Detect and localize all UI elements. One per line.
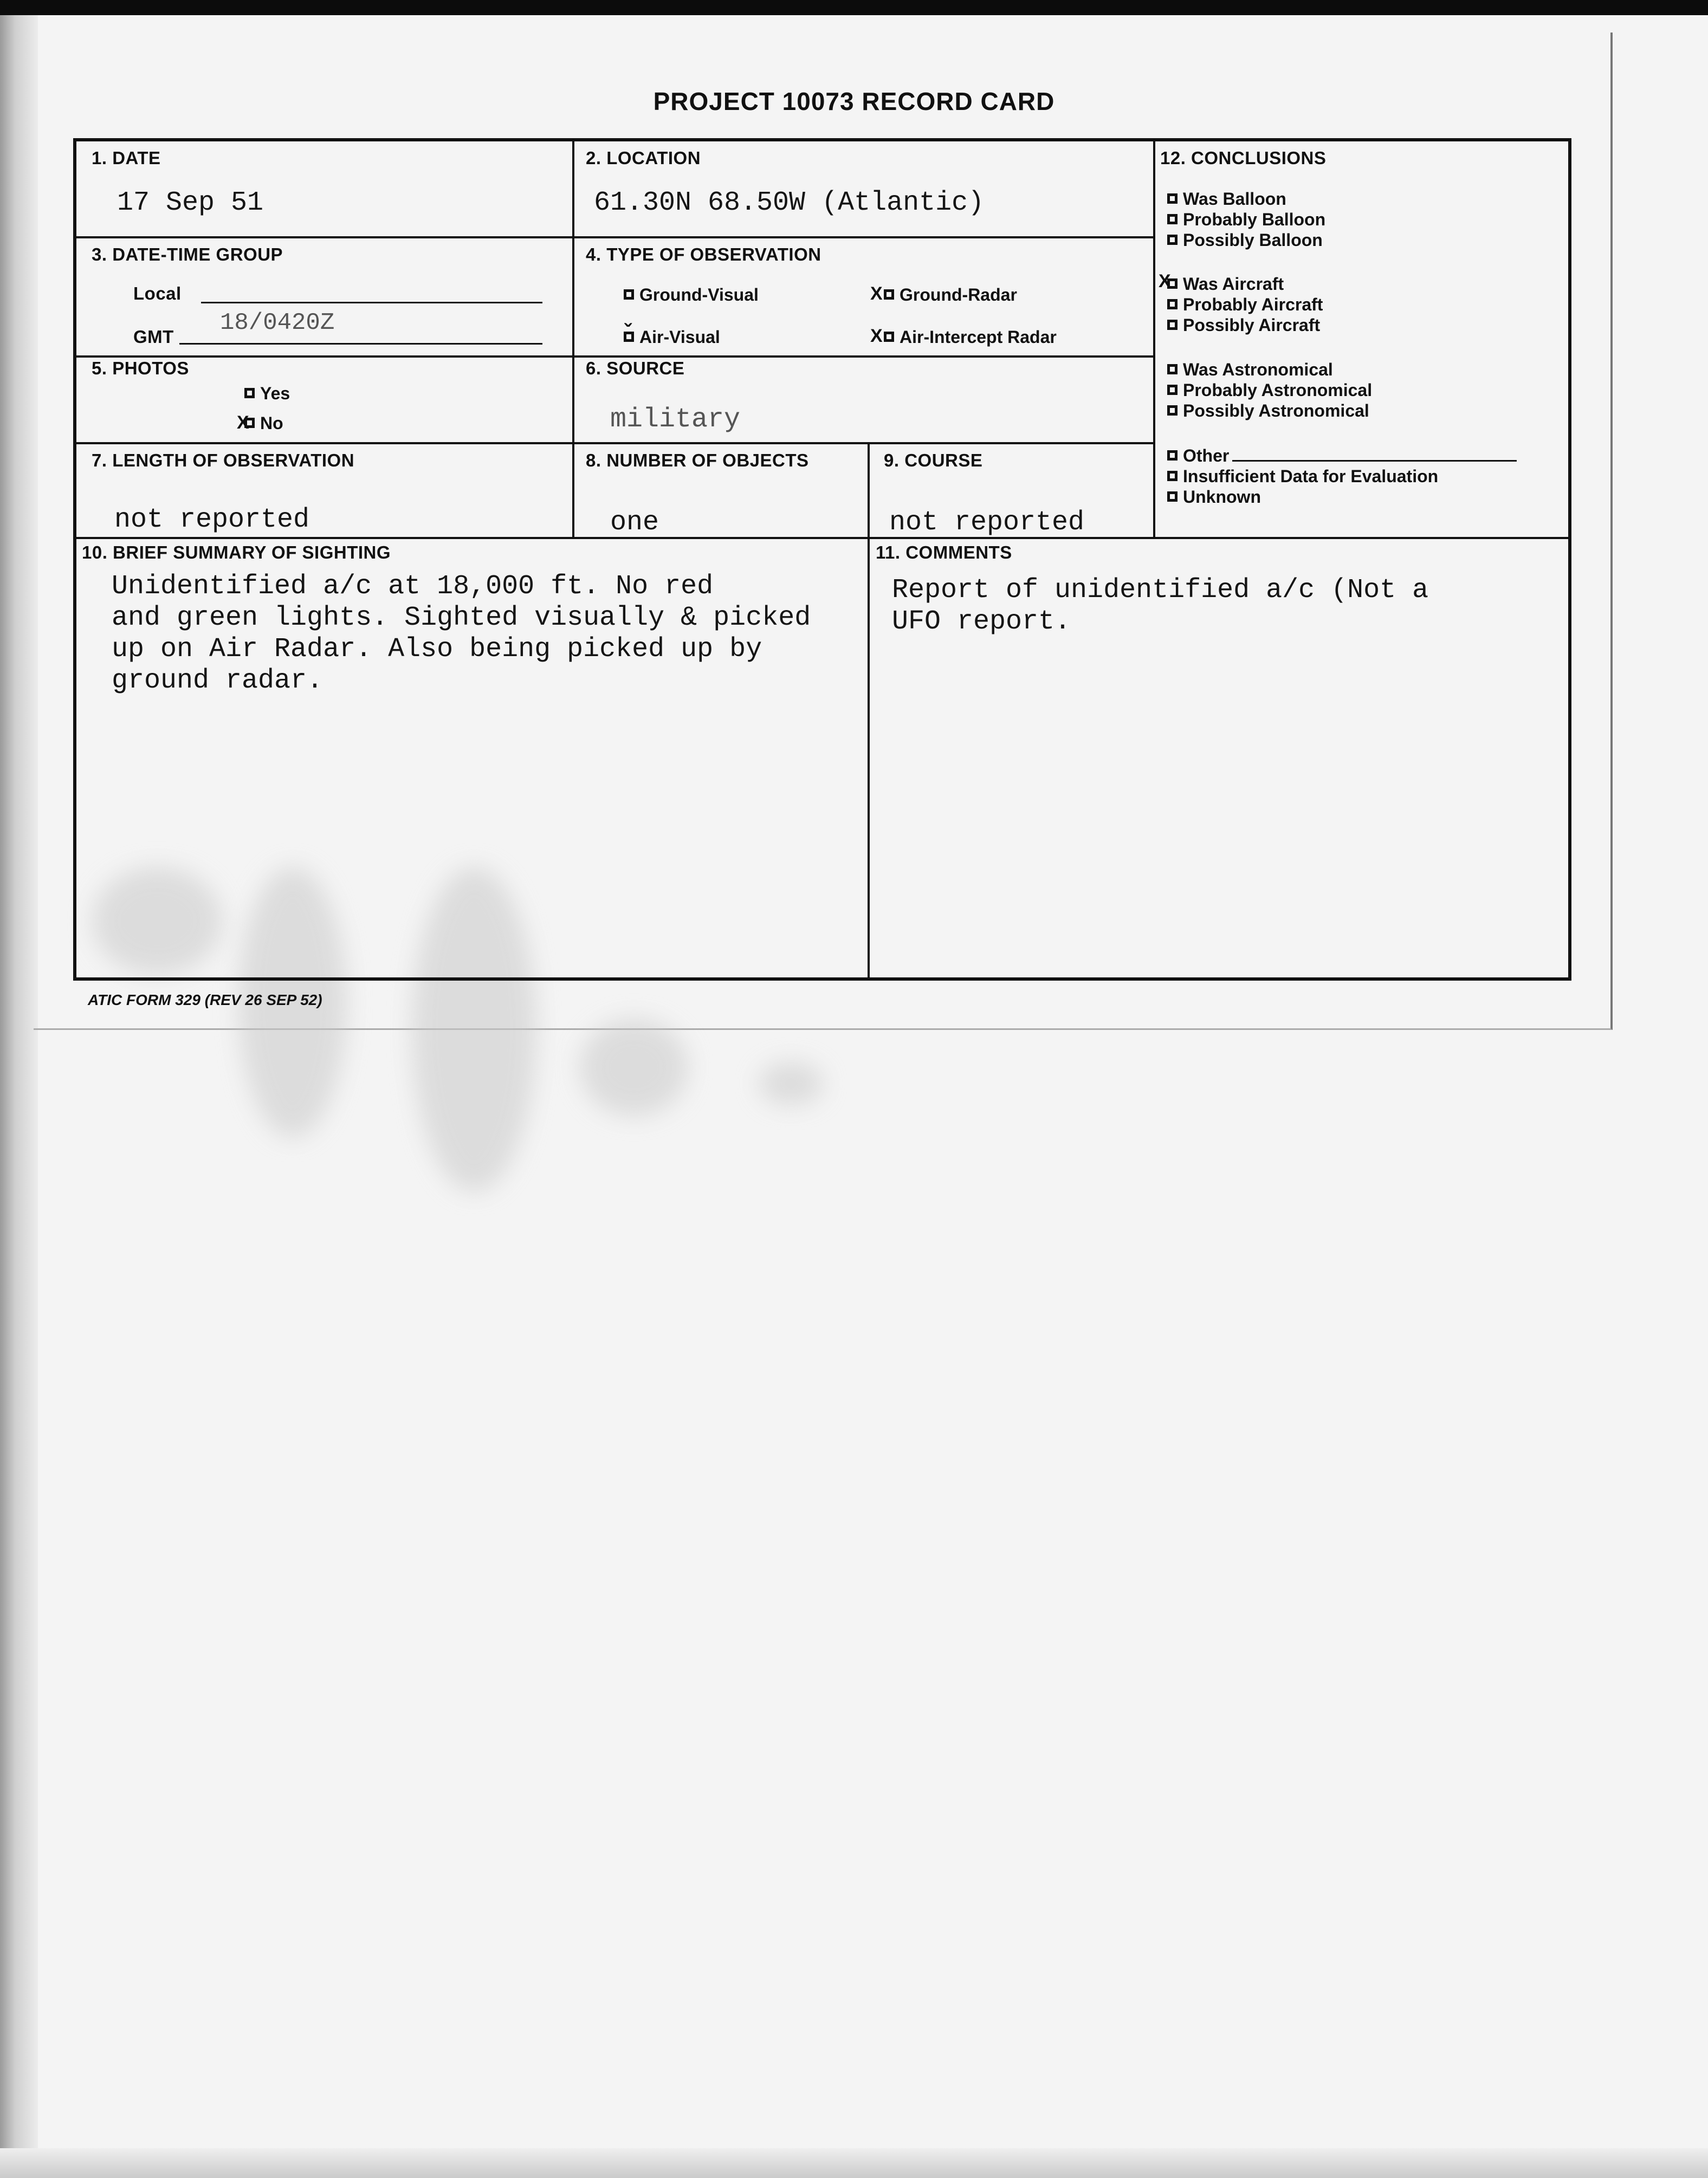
number-of-objects-label: 8. NUMBER OF OBJECTS xyxy=(586,450,809,470)
date-label: 1. DATE xyxy=(92,148,161,168)
divider xyxy=(76,537,1569,539)
option-label: Was Balloon xyxy=(1183,189,1286,209)
option-label: Was Aircraft xyxy=(1183,274,1284,294)
option-label: Insufficient Data for Evaluation xyxy=(1183,466,1439,486)
observation-mark: X xyxy=(870,326,883,346)
checkbox-icon xyxy=(244,418,255,428)
photos-no xyxy=(244,413,283,433)
conclusion-option xyxy=(1167,230,1323,250)
checkbox-icon xyxy=(624,289,634,300)
type-of-observation-label: 4. TYPE OF OBSERVATION xyxy=(586,244,821,264)
observation-mark: X xyxy=(870,283,883,304)
conclusion-option xyxy=(1167,401,1369,421)
checkbox-icon xyxy=(884,289,894,300)
conclusion-option xyxy=(1167,360,1333,380)
conclusion-option xyxy=(1167,210,1325,230)
divider xyxy=(572,141,574,537)
brief-summary-label: 10. BRIEF SUMMARY OF SIGHTING xyxy=(82,542,391,562)
checkbox-icon xyxy=(1167,235,1178,245)
option-label: Possibly Aircraft xyxy=(1183,315,1321,335)
option-label: No xyxy=(260,413,283,433)
gmt-line xyxy=(179,343,542,345)
photos-no-mark: X xyxy=(237,412,249,433)
option-label: Probably Aircraft xyxy=(1183,295,1323,314)
checkbox-icon xyxy=(1167,193,1178,204)
checkbox-icon xyxy=(1167,405,1178,416)
conclusion-option xyxy=(1167,466,1438,487)
scan-bottom-shadow xyxy=(0,2148,1708,2178)
option-label: Ground-Radar xyxy=(900,285,1017,304)
option-ground-radar xyxy=(884,285,1017,305)
card-title: PROJECT 10073 RECORD CARD xyxy=(653,87,1055,115)
divider xyxy=(76,355,1153,358)
divider xyxy=(1153,141,1155,537)
divider xyxy=(868,442,870,978)
checkbox-icon xyxy=(1167,491,1178,502)
checkbox-icon xyxy=(624,332,634,342)
photos-yes xyxy=(244,384,290,404)
date-value: 17 Sep 51 xyxy=(117,187,264,218)
length-of-observation-label: 7. LENGTH OF OBSERVATION xyxy=(92,450,355,470)
option-ground-visual xyxy=(624,285,759,305)
brief-summary-text: Unidentified a/c at 18,000 ft. No red and green lights. Sighted visually & picked up on Air Radar. Also being picked up by ground radar. xyxy=(112,571,811,696)
checkbox-icon xyxy=(1167,299,1178,309)
gmt-label: GMT xyxy=(133,327,174,347)
option-label: Air-Intercept Radar xyxy=(900,327,1057,347)
course-value: not reported xyxy=(889,507,1085,538)
conclusion-option xyxy=(1167,380,1372,400)
course-label: 9. COURSE xyxy=(884,450,983,470)
form-footer: ATIC FORM 329 (REV 26 SEP 52) xyxy=(88,991,322,1008)
photos-label: 5. PHOTOS xyxy=(92,358,189,378)
comments-label: 11. COMMENTS xyxy=(876,542,1012,562)
divider xyxy=(76,236,1153,238)
conclusion-option xyxy=(1167,315,1320,335)
number-of-objects-value: one xyxy=(610,507,659,538)
conclusions-label: 12. CONCLUSIONS xyxy=(1160,148,1327,168)
option-label: Possibly Astronomical xyxy=(1183,401,1369,420)
checkbox-icon xyxy=(884,332,894,342)
conclusion-option xyxy=(1167,446,1517,466)
checkbox-icon xyxy=(1167,450,1178,461)
source-value: military xyxy=(610,404,741,435)
checkbox-icon xyxy=(1167,385,1178,395)
option-air-visual xyxy=(624,327,720,347)
record-card-form xyxy=(73,138,1571,981)
checkbox-icon xyxy=(1167,214,1178,224)
option-label: Other xyxy=(1183,446,1230,465)
date-time-group-label: 3. DATE-TIME GROUP xyxy=(92,244,283,264)
smudge xyxy=(759,1062,824,1105)
option-label: Was Astronomical xyxy=(1183,360,1333,379)
local-line xyxy=(201,302,542,303)
source-label: 6. SOURCE xyxy=(586,358,685,378)
gmt-value: 18/0420Z xyxy=(220,309,335,336)
conclusion-option xyxy=(1167,274,1284,294)
conclusion-option xyxy=(1167,487,1261,507)
scan-left-shadow xyxy=(0,15,38,2178)
conclusion-option xyxy=(1167,295,1323,315)
divider xyxy=(76,442,1153,444)
option-label: Air-Visual xyxy=(639,327,720,347)
option-air-intercept-radar xyxy=(884,327,1057,347)
checkbox-icon xyxy=(1167,364,1178,374)
checkbox-icon xyxy=(244,388,255,398)
comments-text: Report of unidentified a/c (Not a UFO report. xyxy=(892,575,1429,637)
option-label: Probably Balloon xyxy=(1183,210,1326,229)
location-value: 61.30N 68.50W (Atlantic) xyxy=(594,187,985,218)
option-label: Possibly Balloon xyxy=(1183,230,1323,250)
scan-top-border xyxy=(0,0,1708,15)
option-label: Ground-Visual xyxy=(639,285,759,304)
checkbox-icon xyxy=(1167,320,1178,330)
option-label: Yes xyxy=(260,384,290,403)
option-label: Unknown xyxy=(1183,487,1261,507)
local-label: Local xyxy=(133,283,182,303)
was-aircraft-mark: X xyxy=(1159,271,1171,291)
length-of-observation-value: not reported xyxy=(114,504,310,535)
conclusion-option xyxy=(1167,189,1286,209)
checkbox-icon xyxy=(1167,471,1178,481)
other-line xyxy=(1232,460,1517,462)
observation-mark: ˇ xyxy=(624,320,632,344)
option-label: Probably Astronomical xyxy=(1183,380,1373,400)
smudge xyxy=(580,1019,688,1116)
location-label: 2. LOCATION xyxy=(586,148,701,168)
